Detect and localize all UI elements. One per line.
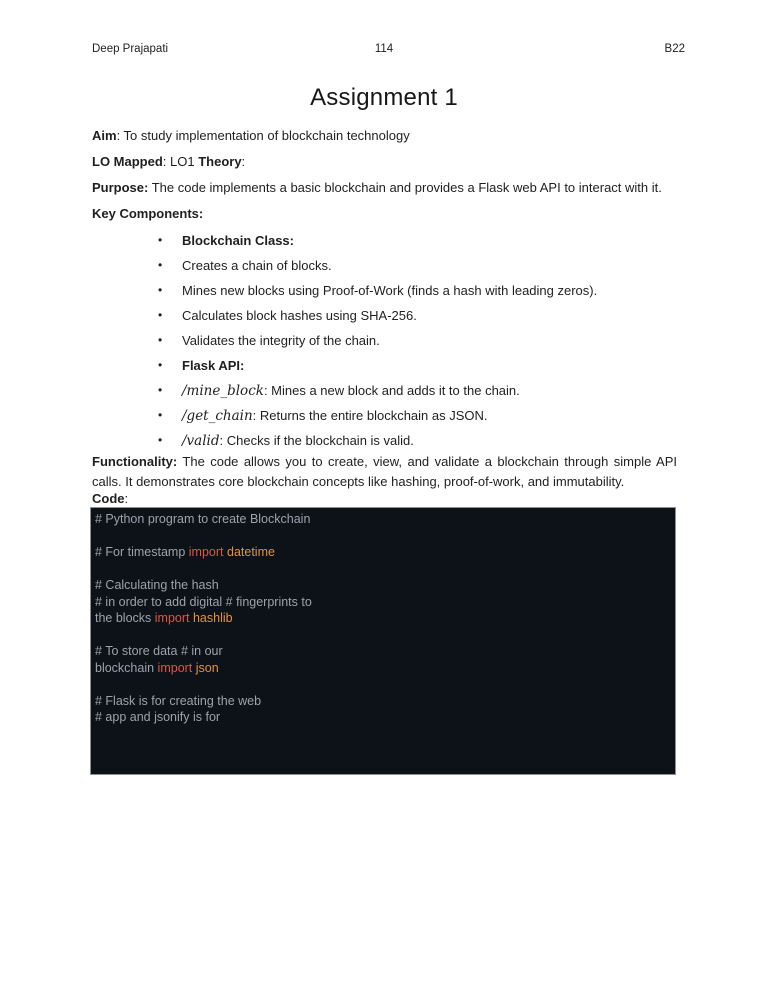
purpose-paragraph — [92, 178, 678, 198]
text-segment: The code implements a basic blockchain and provides a Flask web API to interact with it. — [148, 180, 662, 195]
bullet-text — [182, 283, 597, 298]
text-segment: Validates the integrity of the chain. — [182, 333, 380, 348]
header-class-code: B22 — [664, 43, 685, 55]
bullet-item — [92, 233, 678, 258]
code-line — [95, 643, 671, 660]
text-segment: : LO1 — [162, 154, 199, 169]
text-segment: Blockchain Class: — [182, 233, 294, 248]
bullet-text — [182, 308, 417, 323]
code-line — [95, 561, 671, 578]
header-page-number: 114 — [374, 43, 394, 55]
text-segment: /valid — [182, 433, 220, 449]
text-segment: : — [124, 491, 129, 506]
aim-paragraph — [92, 126, 678, 146]
bullet-dot: • — [158, 283, 163, 297]
text-segment: import — [157, 660, 193, 675]
code-line — [95, 544, 671, 561]
code-line — [95, 511, 671, 528]
code-line — [95, 660, 671, 677]
text-segment: datetime — [227, 545, 275, 559]
bullet-item — [92, 308, 678, 333]
bullet-dot: • — [158, 258, 163, 272]
code-block — [90, 507, 676, 775]
code-line — [95, 676, 671, 693]
text-segment: # Calculating the hash — [95, 578, 219, 592]
bullet-dot: • — [158, 383, 163, 397]
key-components-heading — [92, 204, 678, 224]
text-segment: : Mines a new block and adds it to the chain. — [263, 383, 520, 398]
bullet-dot: • — [158, 408, 163, 422]
bullet-item — [92, 333, 678, 358]
text-segment: Aim — [92, 128, 117, 143]
code-line — [95, 577, 671, 594]
text-segment: Flask API: — [182, 358, 245, 373]
bullet-text — [182, 383, 520, 399]
text-segment: Creates a chain of blocks. — [182, 258, 332, 273]
text-segment: : Checks if the blockchain is valid. — [219, 433, 414, 448]
text-segment: import — [188, 545, 224, 559]
bullet-text — [182, 408, 488, 424]
text-segment: LO Mapped — [92, 154, 163, 169]
bullet-dot: • — [158, 308, 163, 322]
text-segment: json — [195, 660, 219, 675]
text-segment: /mine_block — [182, 383, 264, 399]
text-segment: Code — [92, 491, 125, 506]
bullet-list — [92, 233, 678, 458]
text-segment: /get_chain — [182, 408, 253, 424]
text-segment: The code allows you to create, view, and validate a blockchain through simple API calls. It demonstrates core blockchain concepts like hashing, proof-of-work, and immutability. — [92, 454, 677, 489]
code-label — [92, 491, 128, 506]
text-segment: Mines new blocks using Proof-of-Work (finds a hash with leading zeros). — [182, 283, 598, 298]
text-segment: : Returns the entire blockchain as JSON. — [252, 408, 488, 423]
assignment-title: Assignment 1 — [310, 84, 458, 111]
text-segment: # in order to add digital # fingerprints to — [95, 594, 312, 609]
bullet-item — [92, 408, 678, 433]
bullet-dot: • — [158, 233, 163, 247]
functionality-paragraph — [92, 452, 677, 492]
text-segment: # Python program to create Blockchain — [95, 512, 311, 526]
code-line — [95, 610, 671, 627]
code-line — [95, 594, 671, 611]
bullet-item — [92, 258, 678, 283]
code-line — [95, 709, 671, 726]
text-segment: # For timestamp — [95, 545, 189, 559]
bullet-text — [182, 358, 244, 373]
bullet-dot: • — [158, 333, 163, 347]
bullet-dot: • — [158, 358, 163, 372]
text-segment: hashlib — [192, 611, 233, 625]
bullet-text — [182, 233, 294, 248]
text-segment: Theory — [198, 154, 242, 169]
text-segment: Calculates block hashes using SHA-256. — [182, 308, 417, 323]
bullet-item — [92, 283, 678, 308]
code-line — [95, 627, 671, 644]
bullet-text — [182, 333, 380, 348]
text-segment: # To store data # in our — [95, 644, 223, 658]
text-segment: import — [154, 611, 190, 625]
text-segment: Functionality: — [92, 454, 178, 469]
text-segment: # app and jsonify is for — [95, 710, 221, 724]
text-segment: Purpose: — [92, 180, 149, 195]
lo-mapped-paragraph — [92, 152, 678, 172]
text-segment: # Flask is for creating the web — [95, 693, 262, 708]
bullet-dot: • — [158, 433, 163, 447]
text-segment: blockchain — [95, 660, 158, 675]
code-line — [95, 528, 671, 545]
bullet-item — [92, 383, 678, 408]
text-segment: : — [241, 154, 246, 169]
code-line — [95, 693, 671, 710]
header-author: Deep Prajapati — [92, 43, 169, 55]
bullet-item — [92, 358, 678, 383]
text-segment: Key Components: — [92, 206, 204, 221]
bullet-text — [182, 258, 332, 273]
text-segment: : To study implementation of blockchain technology — [116, 128, 410, 143]
text-segment: the blocks — [95, 611, 155, 625]
bullet-text — [182, 433, 414, 449]
